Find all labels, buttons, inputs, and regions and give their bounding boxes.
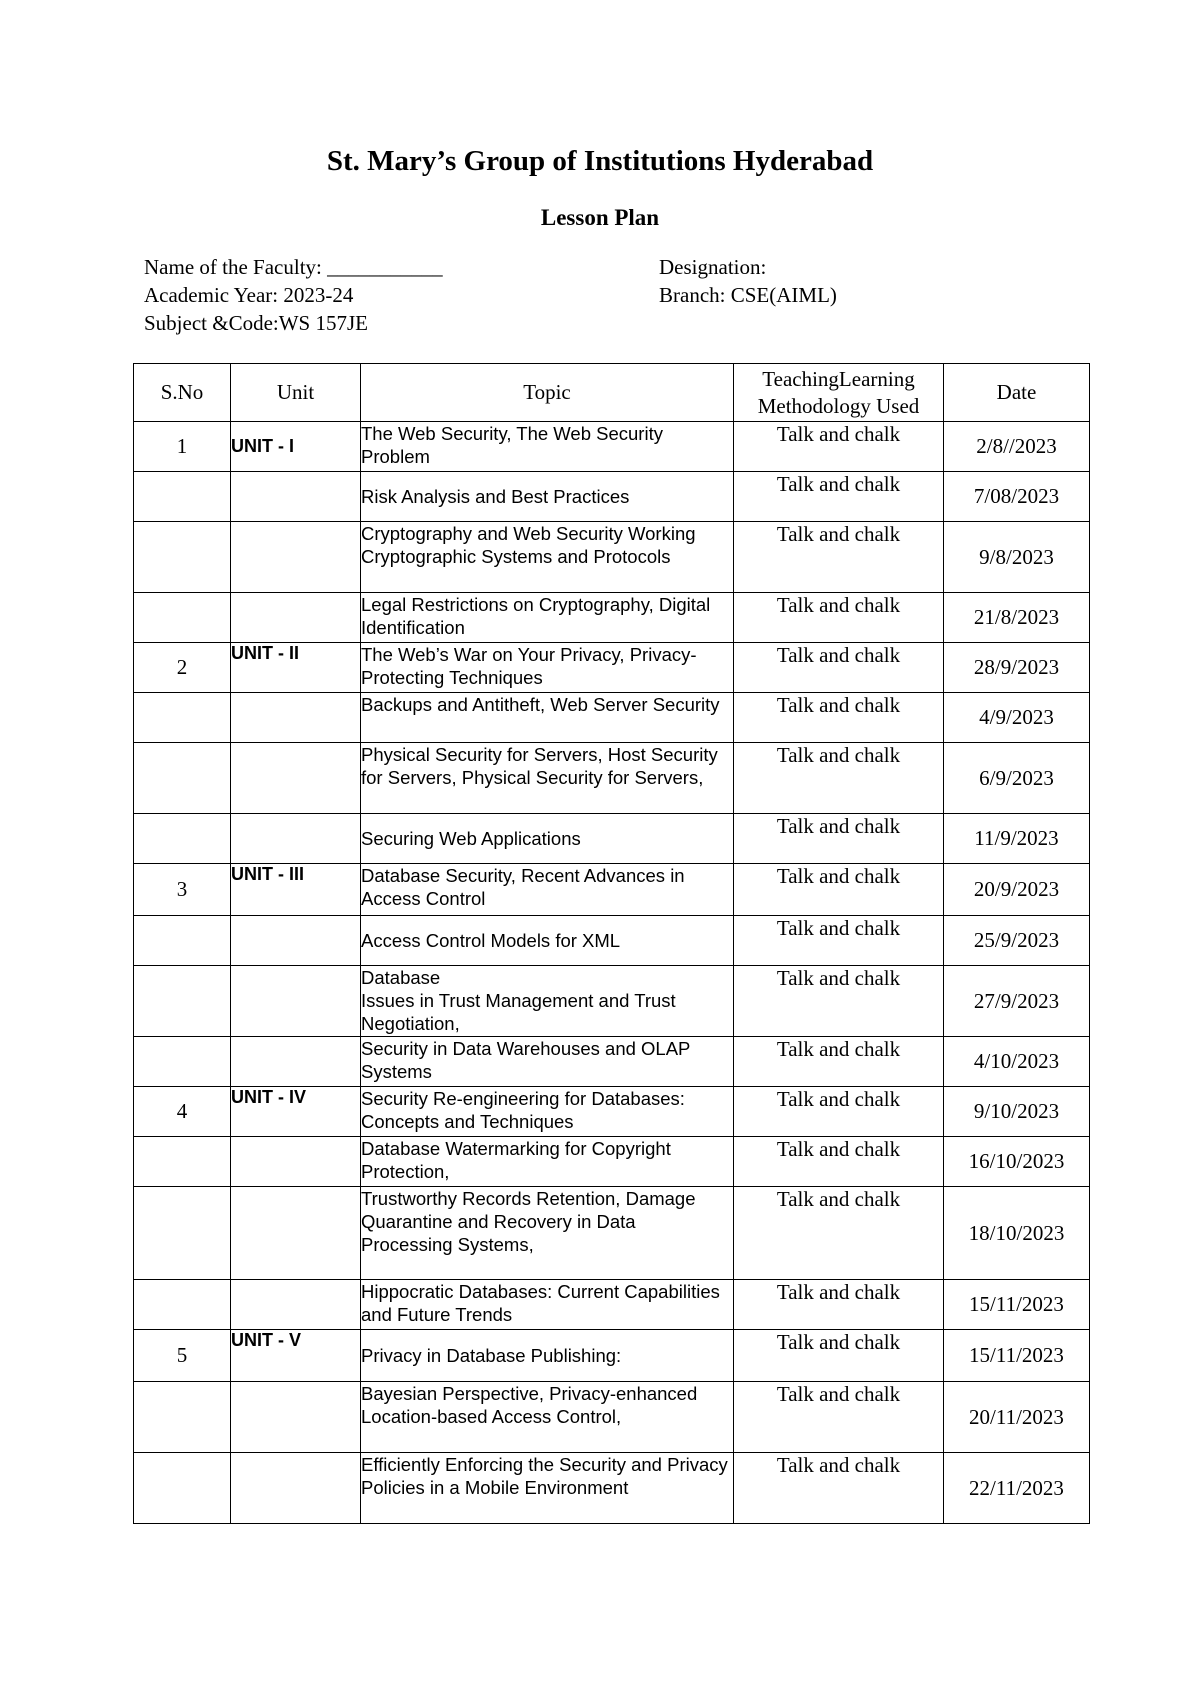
table-row bbox=[134, 966, 1090, 1037]
cell-date: 7/08/2023 bbox=[944, 472, 1090, 522]
cell-unit: UNIT - IV bbox=[231, 1087, 361, 1137]
header-methodology-line1: TeachingLearning bbox=[762, 366, 915, 391]
topic-line: Trustworthy Records Retention, Damage Quarantine and Recovery in Data bbox=[361, 1188, 696, 1232]
cell-date: 28/9/2023 bbox=[944, 643, 1090, 693]
branch: Branch: CSE(AIML) bbox=[659, 283, 837, 307]
lesson-plan-table bbox=[133, 363, 1090, 1524]
header-unit: Unit bbox=[231, 364, 361, 422]
cell-date: 2/8//2023 bbox=[944, 422, 1090, 472]
cell-methodology: Talk and chalk bbox=[734, 593, 944, 643]
cell-unit bbox=[231, 1187, 361, 1280]
cell-date: 9/10/2023 bbox=[944, 1087, 1090, 1137]
meta-left bbox=[144, 253, 443, 337]
cell-date: 15/11/2023 bbox=[944, 1330, 1090, 1382]
cell-topic: Privacy in Database Publishing: bbox=[361, 1330, 734, 1382]
cell-methodology: Talk and chalk bbox=[734, 422, 944, 472]
cell-topic: Bayesian Perspective, Privacy-enhanced Location-based Access Control, bbox=[361, 1382, 734, 1453]
page-subtitle: Lesson Plan bbox=[540, 205, 660, 230]
cell-topic: Efficiently Enforcing the Security and Privacy Policies in a Mobile Environment bbox=[361, 1453, 734, 1524]
header-sno: S.No bbox=[134, 364, 231, 422]
cell-methodology: Talk and chalk bbox=[734, 522, 944, 593]
cell-unit: UNIT - V bbox=[231, 1330, 361, 1382]
table-row bbox=[134, 864, 1090, 916]
cell-date: 18/10/2023 bbox=[944, 1187, 1090, 1280]
cell-date: 25/9/2023 bbox=[944, 916, 1090, 966]
cell-unit: UNIT - II bbox=[231, 643, 361, 693]
cell-methodology: Talk and chalk bbox=[734, 472, 944, 522]
table-row bbox=[134, 1137, 1090, 1187]
cell-date: 9/8/2023 bbox=[944, 522, 1090, 593]
topic-line: Database bbox=[361, 967, 441, 988]
meta-right bbox=[659, 253, 837, 309]
table-row bbox=[134, 743, 1090, 814]
table-row bbox=[134, 814, 1090, 864]
cell-sno bbox=[134, 1037, 231, 1087]
cell-date: 4/10/2023 bbox=[944, 1037, 1090, 1087]
cell-sno: 4 bbox=[134, 1087, 231, 1137]
cell-unit bbox=[231, 1280, 361, 1330]
cell-topic: Database Security, Recent Advances in Access Control bbox=[361, 864, 734, 916]
header-topic: Topic bbox=[361, 364, 734, 422]
cell-methodology: Talk and chalk bbox=[734, 814, 944, 864]
cell-topic: Physical Security for Servers, Host Security for Servers, Physical Security for Servers, bbox=[361, 743, 734, 814]
cell-unit bbox=[231, 593, 361, 643]
cell-sno bbox=[134, 814, 231, 864]
table-row bbox=[134, 1280, 1090, 1330]
cell-date: 21/8/2023 bbox=[944, 593, 1090, 643]
cell-sno bbox=[134, 966, 231, 1037]
cell-topic: Security in Data Warehouses and OLAP Systems bbox=[361, 1037, 734, 1087]
header-methodology-line2: Methodology Used bbox=[757, 393, 920, 418]
table-row bbox=[134, 1382, 1090, 1453]
cell-topic bbox=[361, 966, 734, 1037]
cell-sno bbox=[134, 472, 231, 522]
table-row bbox=[134, 593, 1090, 643]
table-body bbox=[134, 422, 1090, 1524]
cell-methodology: Talk and chalk bbox=[734, 643, 944, 693]
cell-topic bbox=[361, 1187, 734, 1280]
cell-sno bbox=[134, 1382, 231, 1453]
faculty-name: Name of the Faculty: ___________ bbox=[144, 255, 443, 279]
cell-sno bbox=[134, 743, 231, 814]
cell-unit bbox=[231, 1137, 361, 1187]
cell-sno bbox=[134, 1137, 231, 1187]
cell-topic: Database Watermarking for Copyright Protection, bbox=[361, 1137, 734, 1187]
header-methodology bbox=[734, 364, 944, 422]
cell-methodology: Talk and chalk bbox=[734, 1187, 944, 1280]
designation: Designation: bbox=[659, 255, 767, 279]
table-row bbox=[134, 693, 1090, 743]
cell-methodology: Talk and chalk bbox=[734, 1330, 944, 1382]
cell-topic: Legal Restrictions on Cryptography, Digital Identification bbox=[361, 593, 734, 643]
cell-unit bbox=[231, 1453, 361, 1524]
header-date: Date bbox=[944, 364, 1090, 422]
cell-sno bbox=[134, 693, 231, 743]
cell-topic: Hippocratic Databases: Current Capabilities and Future Trends bbox=[361, 1280, 734, 1330]
cell-topic: Backups and Antitheft, Web Server Security bbox=[361, 693, 734, 743]
cell-topic: The Web’s War on Your Privacy, Privacy-Protecting Techniques bbox=[361, 643, 734, 693]
cell-unit bbox=[231, 814, 361, 864]
cell-methodology: Talk and chalk bbox=[734, 916, 944, 966]
table-row bbox=[134, 522, 1090, 593]
cell-methodology: Talk and chalk bbox=[734, 693, 944, 743]
cell-topic: Risk Analysis and Best Practices bbox=[361, 472, 734, 522]
topic-line: Processing Systems, bbox=[361, 1234, 534, 1255]
cell-methodology: Talk and chalk bbox=[734, 1087, 944, 1137]
cell-methodology: Talk and chalk bbox=[734, 1280, 944, 1330]
cell-topic: Securing Web Applications bbox=[361, 814, 734, 864]
table-row bbox=[134, 1453, 1090, 1524]
cell-unit: UNIT - I bbox=[231, 422, 361, 472]
cell-methodology: Talk and chalk bbox=[734, 864, 944, 916]
cell-methodology: Talk and chalk bbox=[734, 1037, 944, 1087]
cell-date: 6/9/2023 bbox=[944, 743, 1090, 814]
cell-topic: The Web Security, The Web Security Problem bbox=[361, 422, 734, 472]
subject-code: Subject &Code:WS 157JE bbox=[144, 311, 368, 335]
cell-unit bbox=[231, 472, 361, 522]
cell-topic: Cryptography and Web Security Working Cryptographic Systems and Protocols bbox=[361, 522, 734, 593]
cell-sno bbox=[134, 1187, 231, 1280]
cell-methodology: Talk and chalk bbox=[734, 1382, 944, 1453]
cell-unit bbox=[231, 743, 361, 814]
cell-unit bbox=[231, 693, 361, 743]
cell-date: 22/11/2023 bbox=[944, 1453, 1090, 1524]
cell-sno: 5 bbox=[134, 1330, 231, 1382]
cell-unit bbox=[231, 1382, 361, 1453]
table-row bbox=[134, 916, 1090, 966]
cell-unit bbox=[231, 522, 361, 593]
cell-unit bbox=[231, 966, 361, 1037]
cell-sno bbox=[134, 593, 231, 643]
cell-date: 11/9/2023 bbox=[944, 814, 1090, 864]
cell-sno bbox=[134, 522, 231, 593]
cell-sno: 1 bbox=[134, 422, 231, 472]
cell-topic: Security Re-engineering for Databases: Concepts and Techniques bbox=[361, 1087, 734, 1137]
cell-sno bbox=[134, 1280, 231, 1330]
topic-line: Issues in Trust Management and Trust Negotiation, bbox=[361, 990, 676, 1034]
cell-methodology: Talk and chalk bbox=[734, 966, 944, 1037]
cell-date: 16/10/2023 bbox=[944, 1137, 1090, 1187]
cell-unit bbox=[231, 1037, 361, 1087]
cell-unit: UNIT - III bbox=[231, 864, 361, 916]
cell-sno: 2 bbox=[134, 643, 231, 693]
table-row bbox=[134, 643, 1090, 693]
cell-date: 15/11/2023 bbox=[944, 1280, 1090, 1330]
cell-date: 27/9/2023 bbox=[944, 966, 1090, 1037]
cell-methodology: Talk and chalk bbox=[734, 1137, 944, 1187]
cell-methodology: Talk and chalk bbox=[734, 743, 944, 814]
table-row bbox=[134, 472, 1090, 522]
cell-methodology: Talk and chalk bbox=[734, 1453, 944, 1524]
cell-topic: Access Control Models for XML bbox=[361, 916, 734, 966]
table-row bbox=[134, 422, 1090, 472]
cell-sno bbox=[134, 916, 231, 966]
table-header-row bbox=[134, 364, 1090, 422]
cell-date: 4/9/2023 bbox=[944, 693, 1090, 743]
table-row bbox=[134, 1087, 1090, 1137]
cell-date: 20/11/2023 bbox=[944, 1382, 1090, 1453]
table-row bbox=[134, 1187, 1090, 1280]
table-row bbox=[134, 1037, 1090, 1087]
cell-sno: 3 bbox=[134, 864, 231, 916]
cell-unit bbox=[231, 916, 361, 966]
table-row bbox=[134, 1330, 1090, 1382]
cell-date: 20/9/2023 bbox=[944, 864, 1090, 916]
academic-year: Academic Year: 2023-24 bbox=[144, 283, 354, 307]
page-title: St. Mary’s Group of Institutions Hyderabad bbox=[326, 145, 874, 177]
cell-sno bbox=[134, 1453, 231, 1524]
